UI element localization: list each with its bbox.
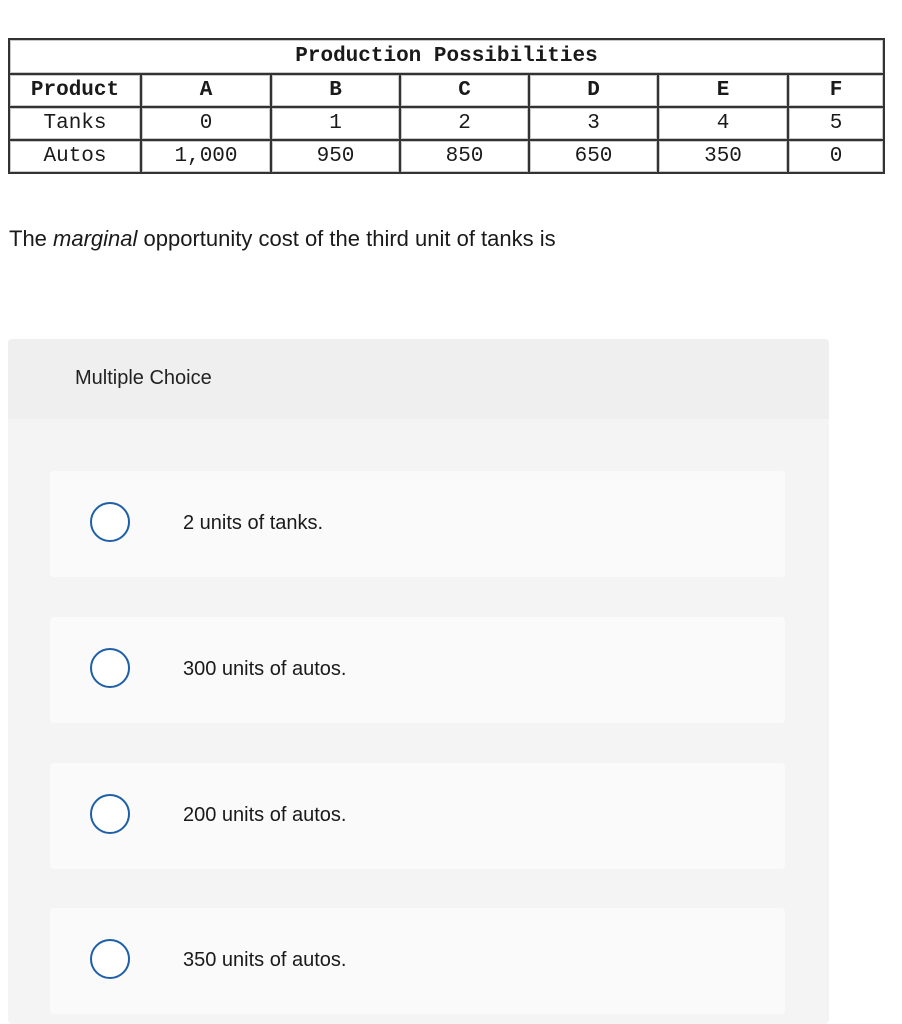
radio-button-icon[interactable]	[90, 794, 130, 834]
table-cell: 0	[789, 141, 885, 174]
question-emphasis: marginal	[53, 226, 138, 251]
table-cell: 950	[272, 141, 401, 174]
choice-option-4[interactable]	[50, 908, 785, 1014]
radio-button-icon[interactable]	[90, 648, 130, 688]
row-label-tanks: Tanks	[10, 108, 142, 141]
table-cell: 3	[530, 108, 659, 141]
table-cell: 1	[272, 108, 401, 141]
choice-label: 2 units of tanks.	[183, 512, 324, 534]
table-cell: 2	[401, 108, 530, 141]
table-cell: 5	[789, 108, 885, 141]
production-possibilities-table	[8, 38, 885, 174]
multiple-choice-header	[8, 339, 829, 419]
choice-label: 200 units of autos.	[183, 804, 347, 826]
table-cell: 350	[659, 141, 789, 174]
table-title: Production Possibilities	[10, 40, 885, 75]
header-f: F	[789, 75, 885, 108]
question-prefix: The	[9, 226, 54, 251]
multiple-choice-panel	[8, 339, 829, 1024]
table-row	[10, 141, 885, 174]
table-row	[10, 108, 885, 141]
table-header-row	[10, 75, 885, 108]
question-suffix: opportunity cost of the third unit of tanks is	[137, 226, 556, 251]
choice-option-3[interactable]	[50, 763, 785, 869]
table-title-row	[10, 40, 885, 75]
header-c: C	[401, 75, 530, 108]
header-a: A	[142, 75, 272, 108]
radio-button-icon[interactable]	[90, 939, 130, 979]
header-b: B	[272, 75, 401, 108]
table-cell: 0	[142, 108, 272, 141]
choice-label: 300 units of autos.	[183, 658, 347, 680]
choice-option-2[interactable]	[50, 617, 785, 723]
table-cell: 650	[530, 141, 659, 174]
header-e: E	[659, 75, 789, 108]
table-cell: 4	[659, 108, 789, 141]
choice-label: 350 units of autos.	[183, 949, 347, 971]
table-cell: 1,000	[142, 141, 272, 174]
radio-button-icon[interactable]	[90, 502, 130, 542]
header-d: D	[530, 75, 659, 108]
table-cell: 850	[401, 141, 530, 174]
row-label-autos: Autos	[10, 141, 142, 174]
multiple-choice-label: Multiple Choice	[75, 367, 212, 389]
choice-option-1[interactable]	[50, 471, 785, 577]
header-product: Product	[10, 75, 142, 108]
question-text	[9, 226, 556, 252]
